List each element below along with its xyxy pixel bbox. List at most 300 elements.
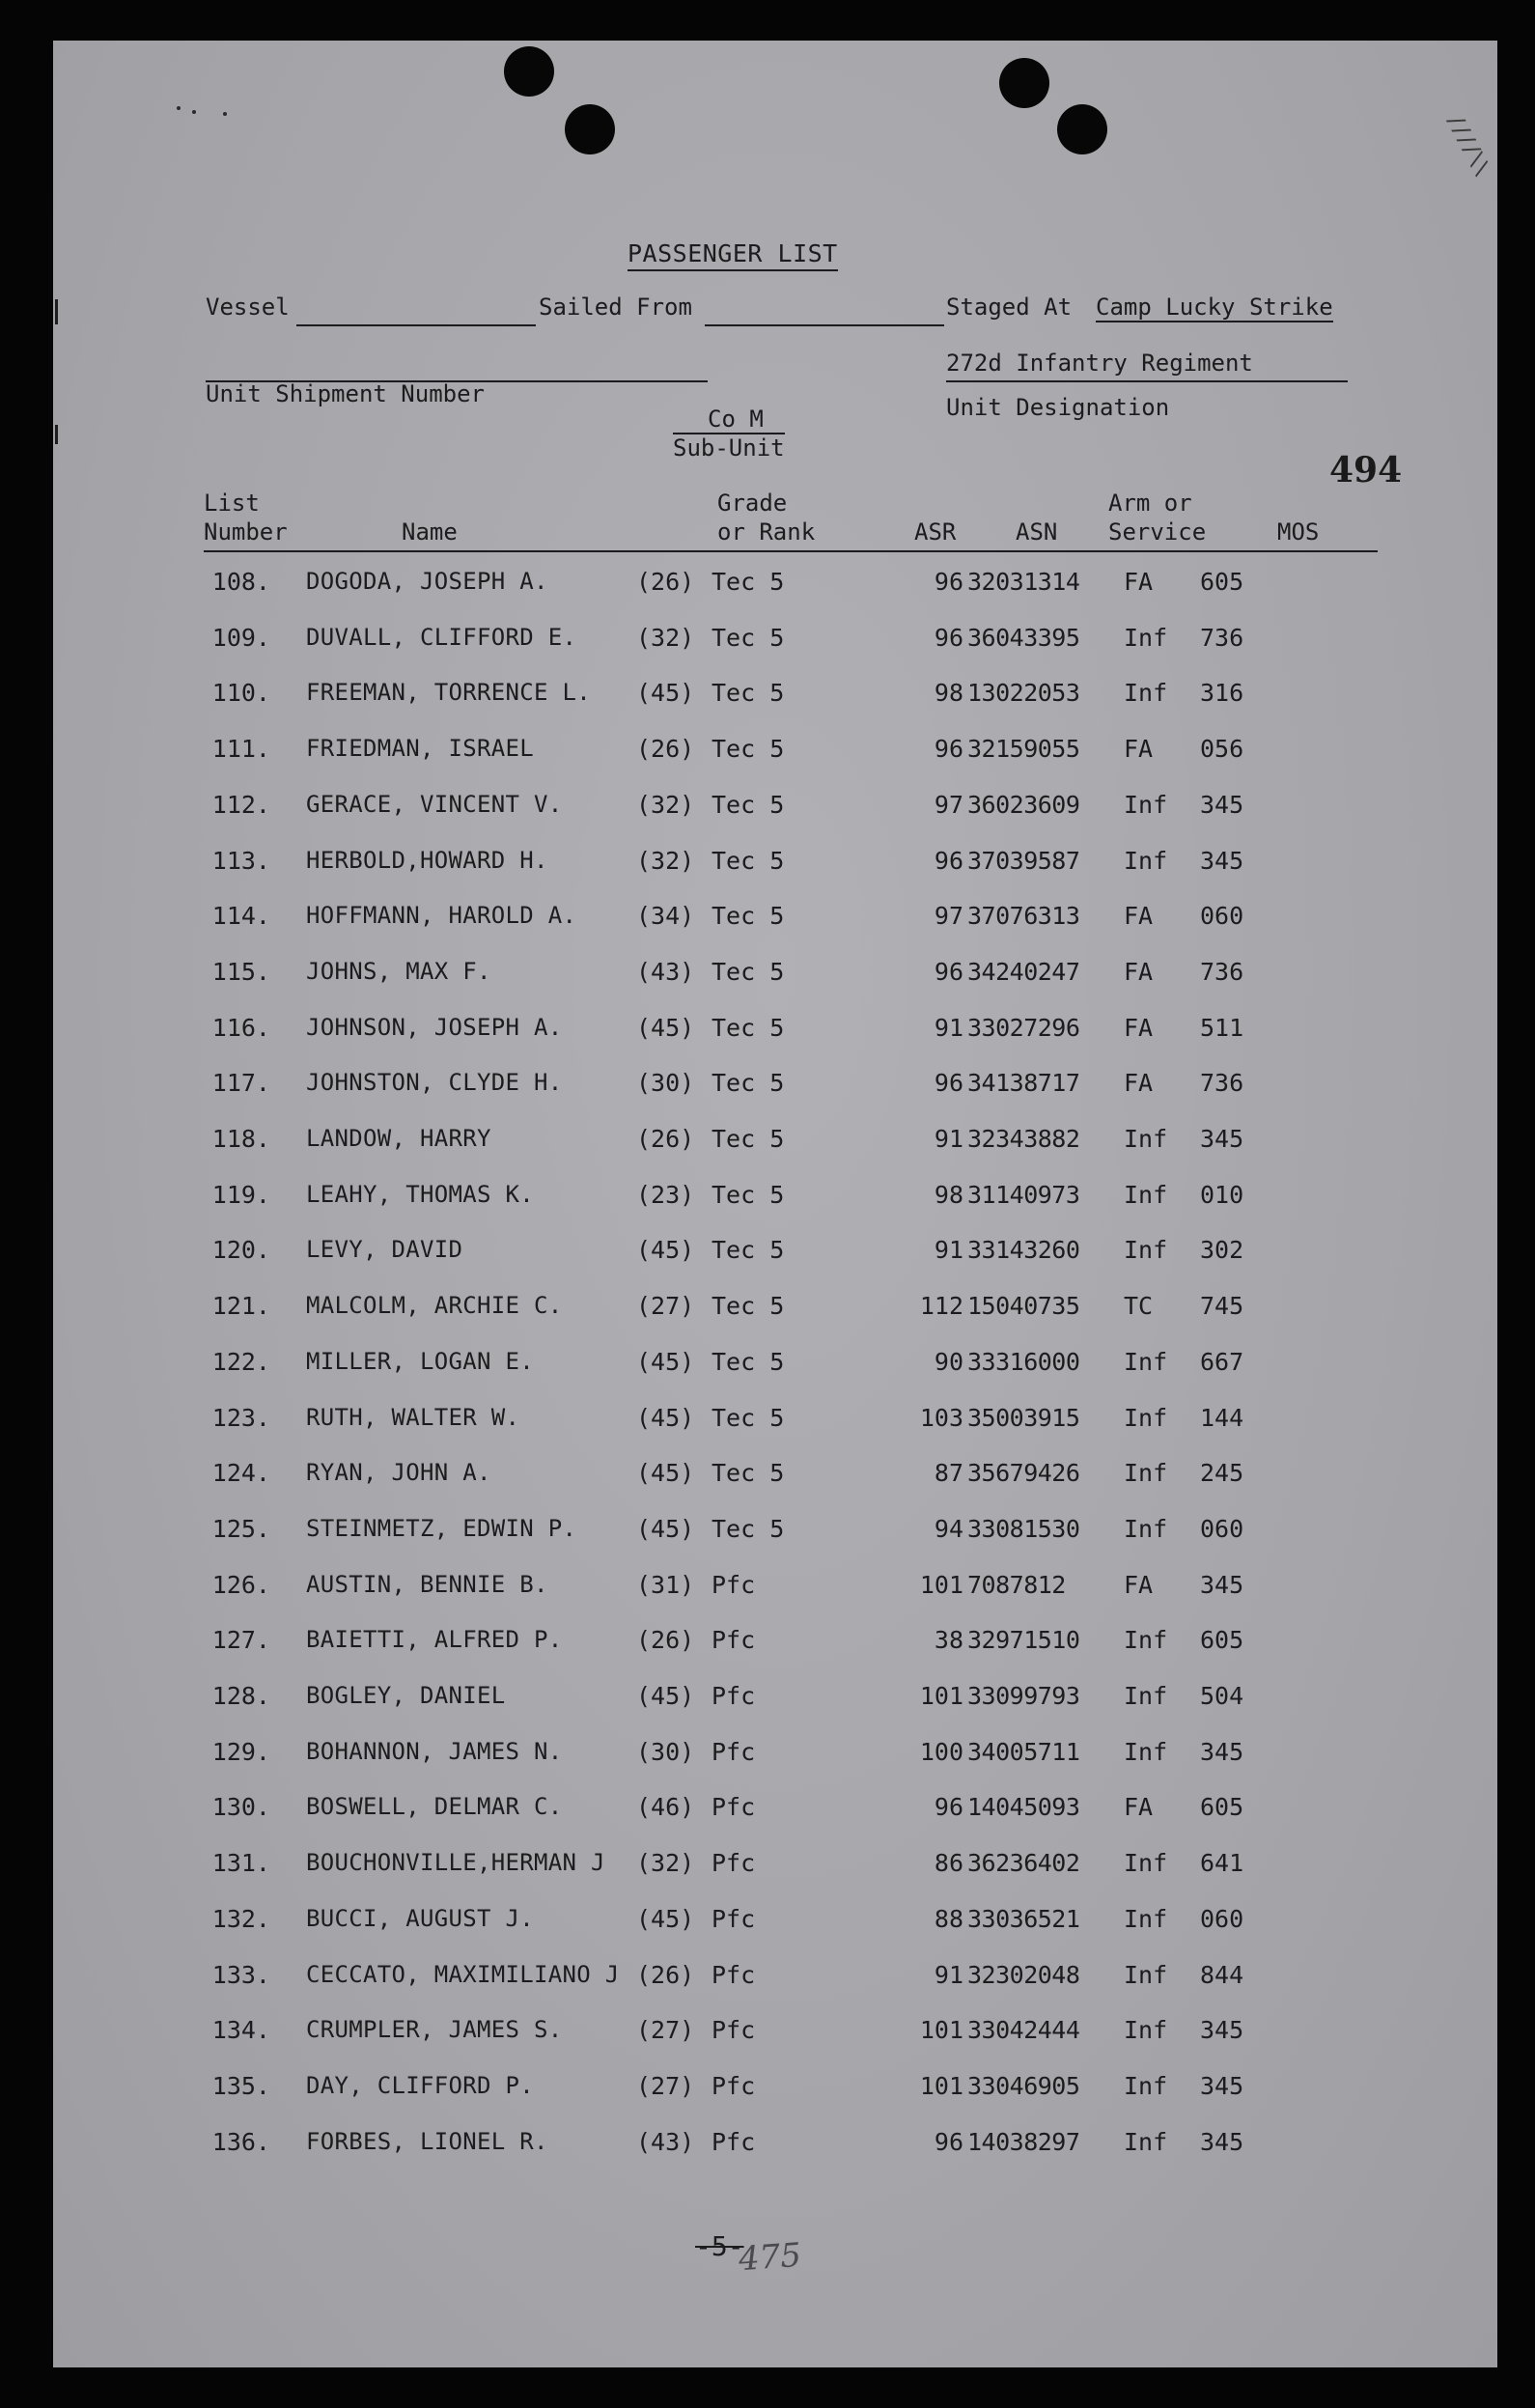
asr-score: 96 <box>934 568 963 596</box>
list-number: 132. <box>211 1904 270 1933</box>
list-number: 126. <box>211 1570 270 1599</box>
age-code: (45) <box>636 1682 695 1710</box>
table-row <box>53 679 1497 717</box>
asr-score: 90 <box>934 1347 963 1376</box>
arm-service: FA <box>1124 1013 1154 1042</box>
arm-service: FA <box>1124 735 1154 764</box>
grade-rank: Pfc <box>712 2016 756 2045</box>
col-head-arm-1: Arm or <box>1108 490 1192 517</box>
arm-service: Inf <box>1124 1737 1168 1766</box>
asn-number: 35003915 <box>967 1403 1080 1432</box>
grade-rank: Tec 5 <box>712 1069 785 1098</box>
age-code: (26) <box>636 1626 695 1655</box>
list-number: 120. <box>211 1236 270 1265</box>
age-code: (27) <box>636 1292 695 1321</box>
asn-number: 34240247 <box>967 957 1080 986</box>
passenger-name: JOHNSTON, CLYDE H. <box>306 1069 563 1097</box>
col-head-list-number-2: Number <box>204 518 288 546</box>
passenger-name: MILLER, LOGAN E. <box>306 1347 534 1375</box>
arm-service: Inf <box>1124 1849 1168 1878</box>
list-number: 121. <box>211 1292 270 1321</box>
age-code: (32) <box>636 846 695 875</box>
grade-rank: Tec 5 <box>712 1125 785 1153</box>
table-row <box>53 624 1497 662</box>
age-code: (26) <box>636 1125 695 1153</box>
asr-score: 112 <box>919 1292 963 1321</box>
speck-mark <box>192 110 196 114</box>
list-number: 111. <box>211 735 270 764</box>
punch-hole-icon <box>1057 104 1107 154</box>
grade-rank: Tec 5 <box>712 846 785 875</box>
table-row <box>53 1849 1497 1888</box>
mos-code: 345 <box>1200 1570 1244 1599</box>
asr-score: 101 <box>919 1682 963 1710</box>
table-row <box>53 1515 1497 1554</box>
unit-name: 272d Infantry Regiment <box>946 350 1253 377</box>
mos-code: 060 <box>1200 1514 1244 1543</box>
grade-rank: Tec 5 <box>712 902 785 931</box>
asn-number: 36023609 <box>967 790 1080 819</box>
asr-score: 100 <box>919 1737 963 1766</box>
age-code: (32) <box>636 623 695 652</box>
list-number: 130. <box>211 1793 270 1822</box>
asr-score: 103 <box>919 1403 963 1432</box>
arm-service: Inf <box>1124 1236 1168 1265</box>
age-code: (27) <box>636 2071 695 2100</box>
asn-number: 33081530 <box>967 1514 1080 1543</box>
stamp-number: 494 <box>1329 450 1403 490</box>
page-number: -5- <box>695 2230 744 2262</box>
col-head-list-number <box>204 489 288 546</box>
mos-code: 060 <box>1200 902 1244 931</box>
passenger-name: LANDOW, HARRY <box>306 1125 491 1152</box>
list-number: 110. <box>211 679 270 708</box>
grade-rank: Tec 5 <box>712 1514 785 1543</box>
asr-score: 101 <box>919 2071 963 2100</box>
asn-number: 37076313 <box>967 902 1080 931</box>
arm-service: Inf <box>1124 2071 1168 2100</box>
grade-rank: Tec 5 <box>712 1013 785 1042</box>
asr-score: 96 <box>934 735 963 764</box>
asr-score: 96 <box>934 957 963 986</box>
grade-rank: Pfc <box>712 2127 756 2156</box>
header-rule <box>204 550 1378 552</box>
table-row <box>53 1682 1497 1721</box>
list-number: 128. <box>211 1682 270 1710</box>
asn-number: 32302048 <box>967 1960 1080 1989</box>
corner-scribble-icon: ////\\ <box>1441 109 1494 180</box>
arm-service: Inf <box>1124 1904 1168 1933</box>
grade-rank: Pfc <box>712 1682 756 1710</box>
age-code: (27) <box>636 2016 695 2045</box>
table-row <box>53 1571 1497 1610</box>
passenger-name: DOGODA, JOSEPH A. <box>306 568 548 595</box>
asr-score: 96 <box>934 846 963 875</box>
asr-score: 94 <box>934 1514 963 1543</box>
table-row <box>53 1961 1497 2000</box>
asn-number: 31140973 <box>967 1180 1080 1209</box>
arm-service: Inf <box>1124 1514 1168 1543</box>
mos-code: 144 <box>1200 1403 1244 1432</box>
unit-designation-label: Unit Designation <box>946 394 1170 421</box>
age-code: (32) <box>636 1849 695 1878</box>
mos-code: 511 <box>1200 1013 1244 1042</box>
grade-rank: Pfc <box>712 1737 756 1766</box>
list-number: 112. <box>211 790 270 819</box>
asr-score: 101 <box>919 1570 963 1599</box>
grade-rank: Pfc <box>712 1960 756 1989</box>
asn-number: 13022053 <box>967 679 1080 708</box>
age-code: (26) <box>636 568 695 596</box>
asr-score: 97 <box>934 790 963 819</box>
age-code: (30) <box>636 1737 695 1766</box>
asn-number: 36043395 <box>967 623 1080 652</box>
passenger-name: JOHNSON, JOSEPH A. <box>306 1013 563 1041</box>
passenger-name: FORBES, LIONEL R. <box>306 2127 548 2155</box>
age-code: (32) <box>636 790 695 819</box>
passenger-name: BUCCI, AUGUST J. <box>306 1904 534 1932</box>
arm-service: Inf <box>1124 1459 1168 1488</box>
asr-score: 91 <box>934 1236 963 1265</box>
asr-score: 96 <box>934 2127 963 2156</box>
col-head-name: Name <box>402 518 458 546</box>
asn-number: 15040735 <box>967 1292 1080 1321</box>
list-number: 122. <box>211 1347 270 1376</box>
list-number: 129. <box>211 1737 270 1766</box>
list-number: 113. <box>211 846 270 875</box>
grade-rank: Pfc <box>712 1570 756 1599</box>
table-row <box>53 2016 1497 2055</box>
mos-code: 605 <box>1200 1626 1244 1655</box>
mos-code: 736 <box>1200 623 1244 652</box>
vessel-blank <box>296 324 536 326</box>
col-head-grade-1: Grade <box>717 490 788 517</box>
table-row <box>53 791 1497 829</box>
grade-rank: Pfc <box>712 1904 756 1933</box>
table-row <box>53 1014 1497 1052</box>
passenger-name: FRIEDMAN, ISRAEL <box>306 735 534 763</box>
asr-score: 96 <box>934 623 963 652</box>
passenger-name: JOHNS, MAX F. <box>306 957 491 985</box>
list-number: 133. <box>211 1960 270 1989</box>
arm-service: Inf <box>1124 1180 1168 1209</box>
arm-service: Inf <box>1124 2127 1168 2156</box>
grade-rank: Tec 5 <box>712 1292 785 1321</box>
mos-code: 345 <box>1200 1737 1244 1766</box>
mos-code: 745 <box>1200 1292 1244 1321</box>
sailed-from-blank <box>705 324 944 326</box>
passenger-name: CRUMPLER, JAMES S. <box>306 2016 563 2044</box>
grade-rank: Pfc <box>712 1793 756 1822</box>
handwritten-number: 475 <box>737 2235 803 2280</box>
col-head-grade <box>717 489 815 546</box>
asr-score: 96 <box>934 1793 963 1822</box>
table-row <box>53 1738 1497 1777</box>
asn-number: 32343882 <box>967 1125 1080 1153</box>
list-number: 123. <box>211 1403 270 1432</box>
grade-rank: Pfc <box>712 1626 756 1655</box>
asn-number: 33143260 <box>967 1236 1080 1265</box>
sub-unit-value: Co M <box>708 406 764 433</box>
passenger-name: BOGLEY, DANIEL <box>306 1682 506 1709</box>
vessel-label: Vessel <box>206 294 290 321</box>
grade-rank: Tec 5 <box>712 1403 785 1432</box>
col-head-arm <box>1108 489 1206 546</box>
age-code: (26) <box>636 1960 695 1989</box>
arm-service: FA <box>1124 957 1154 986</box>
list-number: 117. <box>211 1069 270 1098</box>
passenger-name: BAIETTI, ALFRED P. <box>306 1626 563 1654</box>
margin-mark <box>55 425 58 444</box>
asn-number: 14045093 <box>967 1793 1080 1822</box>
table-row <box>53 847 1497 885</box>
mos-code: 245 <box>1200 1459 1244 1488</box>
list-number: 119. <box>211 1180 270 1209</box>
passenger-name: CECCATO, MAXIMILIANO J <box>306 1960 620 1988</box>
asn-number: 32159055 <box>967 735 1080 764</box>
grade-rank: Tec 5 <box>712 957 785 986</box>
arm-service: Inf <box>1124 1626 1168 1655</box>
asn-number: 32971510 <box>967 1626 1080 1655</box>
arm-service: TC <box>1124 1292 1154 1321</box>
table-row <box>53 1348 1497 1386</box>
sub-unit-label: Sub-Unit <box>673 434 785 462</box>
arm-service: Inf <box>1124 2016 1168 2045</box>
mos-code: 302 <box>1200 1236 1244 1265</box>
asn-number: 34138717 <box>967 1069 1080 1098</box>
table-row <box>53 568 1497 606</box>
document-page <box>53 41 1497 2367</box>
grade-rank: Tec 5 <box>712 679 785 708</box>
passenger-name: AUSTIN, BENNIE B. <box>306 1570 548 1598</box>
list-number: 116. <box>211 1013 270 1042</box>
punch-hole-icon <box>999 58 1049 108</box>
asn-number: 33046905 <box>967 2071 1080 2100</box>
arm-service: Inf <box>1124 1960 1168 1989</box>
asr-score: 91 <box>934 1125 963 1153</box>
asr-score: 101 <box>919 2016 963 2045</box>
passenger-name: BOHANNON, JAMES N. <box>306 1737 563 1765</box>
table-row <box>53 958 1497 996</box>
mos-code: 605 <box>1200 1793 1244 1822</box>
passenger-name: BOSWELL, DELMAR C. <box>306 1793 563 1821</box>
table-row <box>53 2072 1497 2111</box>
asr-score: 98 <box>934 679 963 708</box>
punch-hole-icon <box>504 46 554 97</box>
list-number: 118. <box>211 1125 270 1153</box>
staged-at-label: Staged At <box>946 294 1073 321</box>
passenger-name: MALCOLM, ARCHIE C. <box>306 1292 563 1320</box>
arm-service: FA <box>1124 902 1154 931</box>
list-number: 109. <box>211 623 270 652</box>
speck-mark <box>177 106 181 110</box>
asn-number: 14038297 <box>967 2127 1080 2156</box>
asn-number: 34005711 <box>967 1737 1080 1766</box>
passenger-name: FREEMAN, TORRENCE L. <box>306 679 591 707</box>
table-row <box>53 735 1497 773</box>
table-row <box>53 1236 1497 1274</box>
age-code: (45) <box>636 679 695 708</box>
age-code: (45) <box>636 1403 695 1432</box>
col-head-mos: MOS <box>1277 518 1320 546</box>
passenger-name: GERACE, VINCENT V. <box>306 790 563 818</box>
age-code: (46) <box>636 1793 695 1822</box>
mos-code: 345 <box>1200 790 1244 819</box>
grade-rank: Tec 5 <box>712 623 785 652</box>
arm-service: Inf <box>1124 623 1168 652</box>
asr-score: 96 <box>934 1069 963 1098</box>
grade-rank: Tec 5 <box>712 735 785 764</box>
mos-code: 060 <box>1200 1904 1244 1933</box>
mos-code: 345 <box>1200 2071 1244 2100</box>
mos-code: 345 <box>1200 2016 1244 2045</box>
list-number: 127. <box>211 1626 270 1655</box>
mos-code: 736 <box>1200 1069 1244 1098</box>
grade-rank: Tec 5 <box>712 1347 785 1376</box>
asn-number: 32031314 <box>967 568 1080 596</box>
asr-score: 98 <box>934 1180 963 1209</box>
table-row <box>53 1459 1497 1498</box>
mos-code: 844 <box>1200 1960 1244 1989</box>
col-head-asn: ASN <box>1016 518 1058 546</box>
asn-number: 36236402 <box>967 1849 1080 1878</box>
table-row <box>53 1181 1497 1219</box>
arm-service: Inf <box>1124 1403 1168 1432</box>
arm-service: Inf <box>1124 679 1168 708</box>
col-head-asr: ASR <box>914 518 957 546</box>
arm-service: FA <box>1124 1793 1154 1822</box>
unit-shipment-label: Unit Shipment Number <box>206 380 485 407</box>
arm-service: Inf <box>1124 846 1168 875</box>
table-row <box>53 902 1497 940</box>
age-code: (45) <box>636 1347 695 1376</box>
arm-service: FA <box>1124 1570 1154 1599</box>
list-number: 134. <box>211 2016 270 2045</box>
passenger-name: STEINMETZ, EDWIN P. <box>306 1514 577 1542</box>
age-code: (45) <box>636 1514 695 1543</box>
arm-service: FA <box>1124 568 1154 596</box>
list-number: 115. <box>211 957 270 986</box>
punch-hole-icon <box>565 104 615 154</box>
list-number: 108. <box>211 568 270 596</box>
grade-rank: Tec 5 <box>712 1236 785 1265</box>
age-code: (34) <box>636 902 695 931</box>
passenger-name: RYAN, JOHN A. <box>306 1459 491 1487</box>
grade-rank: Tec 5 <box>712 1180 785 1209</box>
mos-code: 316 <box>1200 679 1244 708</box>
table-row <box>53 1125 1497 1163</box>
mos-code: 010 <box>1200 1180 1244 1209</box>
passenger-name: DAY, CLIFFORD P. <box>306 2071 534 2099</box>
asn-number: 33099793 <box>967 1682 1080 1710</box>
grade-rank: Tec 5 <box>712 790 785 819</box>
age-code: (45) <box>636 1904 695 1933</box>
table-row <box>53 1626 1497 1665</box>
asr-score: 88 <box>934 1904 963 1933</box>
sailed-from-label: Sailed From <box>539 294 692 321</box>
mos-code: 736 <box>1200 957 1244 986</box>
age-code: (45) <box>636 1013 695 1042</box>
asr-score: 97 <box>934 902 963 931</box>
list-number: 131. <box>211 1849 270 1878</box>
asn-number: 7087812 <box>967 1570 1066 1599</box>
mos-code: 504 <box>1200 1682 1244 1710</box>
age-code: (26) <box>636 735 695 764</box>
arm-service: Inf <box>1124 1125 1168 1153</box>
grade-rank: Pfc <box>712 1849 756 1878</box>
arm-service: Inf <box>1124 1347 1168 1376</box>
col-head-grade-2: or Rank <box>717 518 816 546</box>
list-number: 136. <box>211 2127 270 2156</box>
list-number: 135. <box>211 2071 270 2100</box>
mos-code: 056 <box>1200 735 1244 764</box>
mos-code: 345 <box>1200 846 1244 875</box>
asn-number: 33042444 <box>967 2016 1080 2045</box>
speck-mark <box>223 112 227 116</box>
asr-score: 91 <box>934 1960 963 1989</box>
passenger-name: HERBOLD,HOWARD H. <box>306 846 548 874</box>
asr-score: 87 <box>934 1459 963 1488</box>
grade-rank: Tec 5 <box>712 568 785 596</box>
staged-at-value: Camp Lucky Strike <box>1096 294 1333 321</box>
asr-score: 86 <box>934 1849 963 1878</box>
col-head-arm-2: Service <box>1108 518 1207 546</box>
table-row <box>53 1905 1497 1944</box>
mos-code: 345 <box>1200 1125 1244 1153</box>
arm-service: Inf <box>1124 1682 1168 1710</box>
unit-name-rule <box>946 380 1348 382</box>
table-row <box>53 1069 1497 1107</box>
passenger-name: RUTH, WALTER W. <box>306 1403 520 1431</box>
grade-rank: Tec 5 <box>712 1459 785 1488</box>
mos-code: 667 <box>1200 1347 1244 1376</box>
margin-mark <box>55 299 58 324</box>
asn-number: 35679426 <box>967 1459 1080 1488</box>
document-title: PASSENGER LIST <box>628 239 838 271</box>
mos-code: 605 <box>1200 568 1244 596</box>
grade-rank: Pfc <box>712 2071 756 2100</box>
age-code: (31) <box>636 1570 695 1599</box>
arm-service: Inf <box>1124 790 1168 819</box>
passenger-name: LEVY, DAVID <box>306 1236 463 1264</box>
passenger-name: LEAHY, THOMAS K. <box>306 1180 534 1208</box>
table-row <box>53 1404 1497 1442</box>
list-number: 124. <box>211 1459 270 1488</box>
passenger-name: HOFFMANN, HAROLD A. <box>306 902 577 930</box>
arm-service: FA <box>1124 1069 1154 1098</box>
asr-score: 91 <box>934 1013 963 1042</box>
asr-score: 38 <box>934 1626 963 1655</box>
mos-code: 641 <box>1200 1849 1244 1878</box>
table-row <box>53 1292 1497 1330</box>
passenger-name: BOUCHONVILLE,HERMAN J <box>306 1849 605 1877</box>
passenger-name: DUVALL, CLIFFORD E. <box>306 623 577 651</box>
col-head-list-number-1: List <box>204 490 260 517</box>
asn-number: 33316000 <box>967 1347 1080 1376</box>
age-code: (45) <box>636 1236 695 1265</box>
table-row <box>53 1793 1497 1832</box>
age-code: (45) <box>636 1459 695 1488</box>
list-number: 114. <box>211 902 270 931</box>
age-code: (43) <box>636 2127 695 2156</box>
age-code: (30) <box>636 1069 695 1098</box>
asn-number: 33027296 <box>967 1013 1080 1042</box>
table-row <box>53 2128 1497 2167</box>
mos-code: 345 <box>1200 2127 1244 2156</box>
list-number: 125. <box>211 1514 270 1543</box>
asn-number: 33036521 <box>967 1904 1080 1933</box>
asn-number: 37039587 <box>967 846 1080 875</box>
